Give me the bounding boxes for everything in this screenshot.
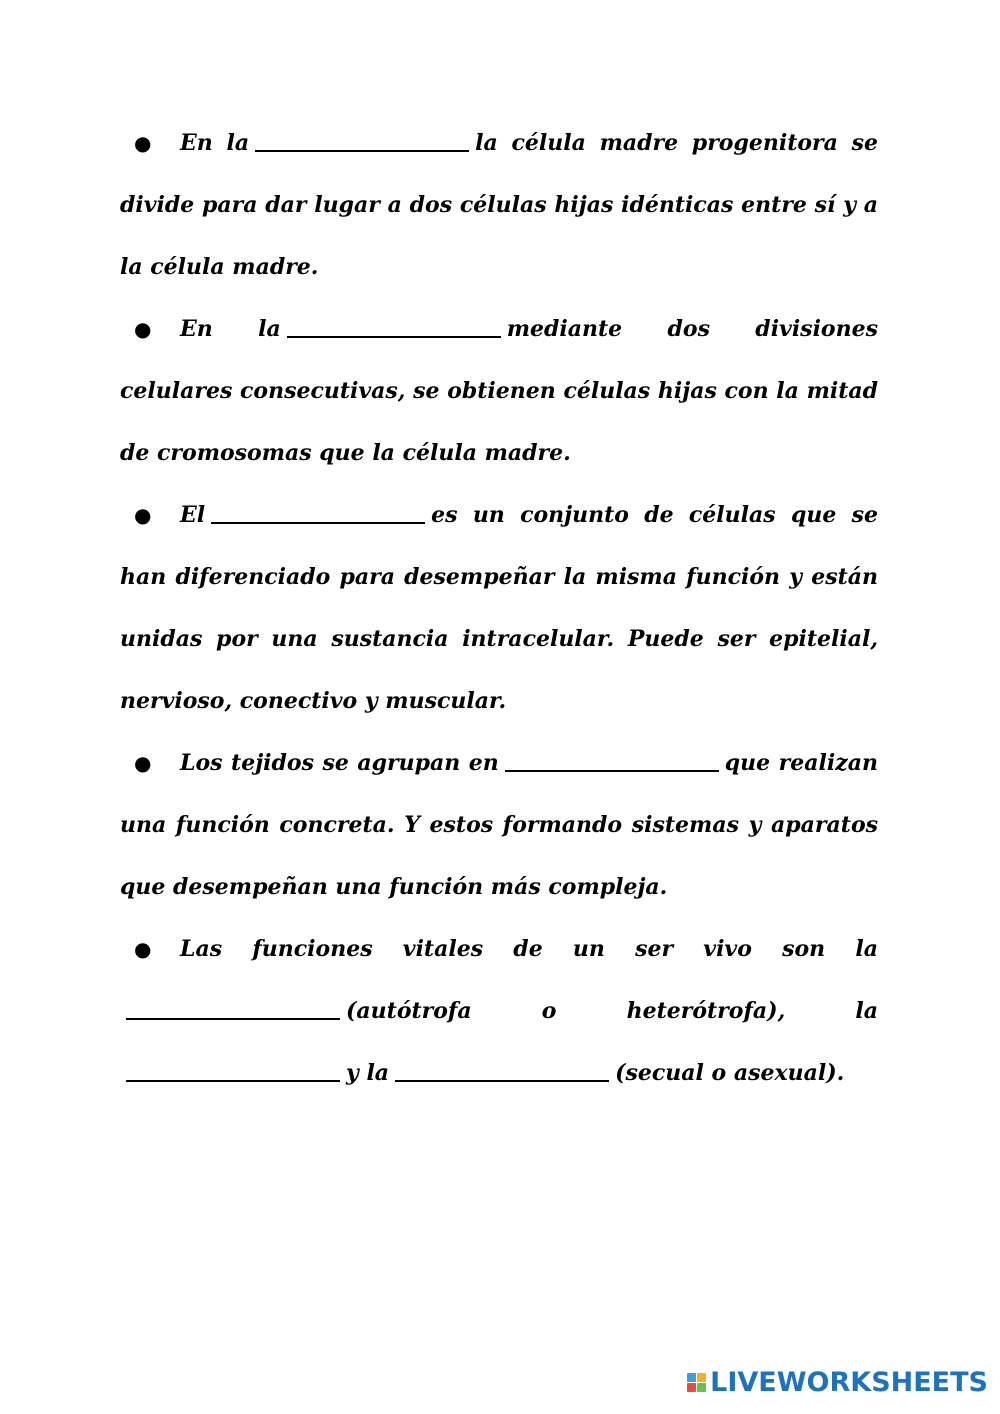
statement-4-before: Los tejidos se agrupan en — [180, 750, 499, 776]
statement-3-after: es un conjunto de células que se han diferenciado para desempeñar la misma función y están unidas por una sustancia intracelular. Puede ser epitelial, nervioso, conectivo y muscular. — [120, 502, 878, 714]
statement-1 — [120, 112, 878, 298]
statement-5-middle2: y la — [346, 1060, 390, 1086]
answer-blank-4[interactable] — [505, 748, 719, 772]
statement-4-after: que realizan una función concreta. Y estos formando sistemas y aparatos que desempeñan una función más compleja. — [120, 750, 878, 900]
statement-5-middle1: (autótrofa o heterótrofa), la — [346, 998, 878, 1024]
answer-blank-2[interactable] — [287, 314, 501, 338]
worksheet-body — [120, 112, 878, 1104]
statement-5-before: Las funciones vitales de un ser vivo son la — [180, 936, 878, 962]
bullet: ● — [134, 131, 152, 155]
statement-2-after: mediante dos divisiones celulares consecutivas, se obtienen células hijas con la mitad de cromosomas que la célula madre. — [120, 316, 878, 466]
answer-blank-3[interactable] — [211, 500, 425, 524]
bullet: ● — [134, 937, 152, 961]
answer-blank-5[interactable] — [126, 996, 340, 1020]
statement-5 — [120, 918, 878, 1104]
liveworksheets-logo — [687, 1367, 988, 1398]
statement-4 — [120, 732, 878, 918]
answer-blank-1[interactable] — [255, 128, 469, 152]
statement-3 — [120, 484, 878, 732]
bullet: ● — [134, 503, 152, 527]
bullet: ● — [134, 751, 152, 775]
statement-2 — [120, 298, 878, 484]
statement-3-before: El — [180, 502, 206, 528]
statement-1-after: la célula madre progenitora se divide para dar lugar a dos células hijas idénticas entre sí y a la célula madre. — [120, 130, 878, 280]
answer-blank-7[interactable] — [395, 1058, 609, 1082]
answer-blank-6[interactable] — [126, 1058, 340, 1082]
statement-2-before: En la — [180, 316, 281, 342]
statement-1-before: En la — [180, 130, 250, 156]
bullet: ● — [134, 317, 152, 341]
statement-5-after: (secual o asexual). — [615, 1060, 845, 1086]
liveworksheets-logo-icon — [687, 1373, 706, 1392]
liveworksheets-logo-text: LIVEWORKSHEETS — [710, 1367, 988, 1398]
